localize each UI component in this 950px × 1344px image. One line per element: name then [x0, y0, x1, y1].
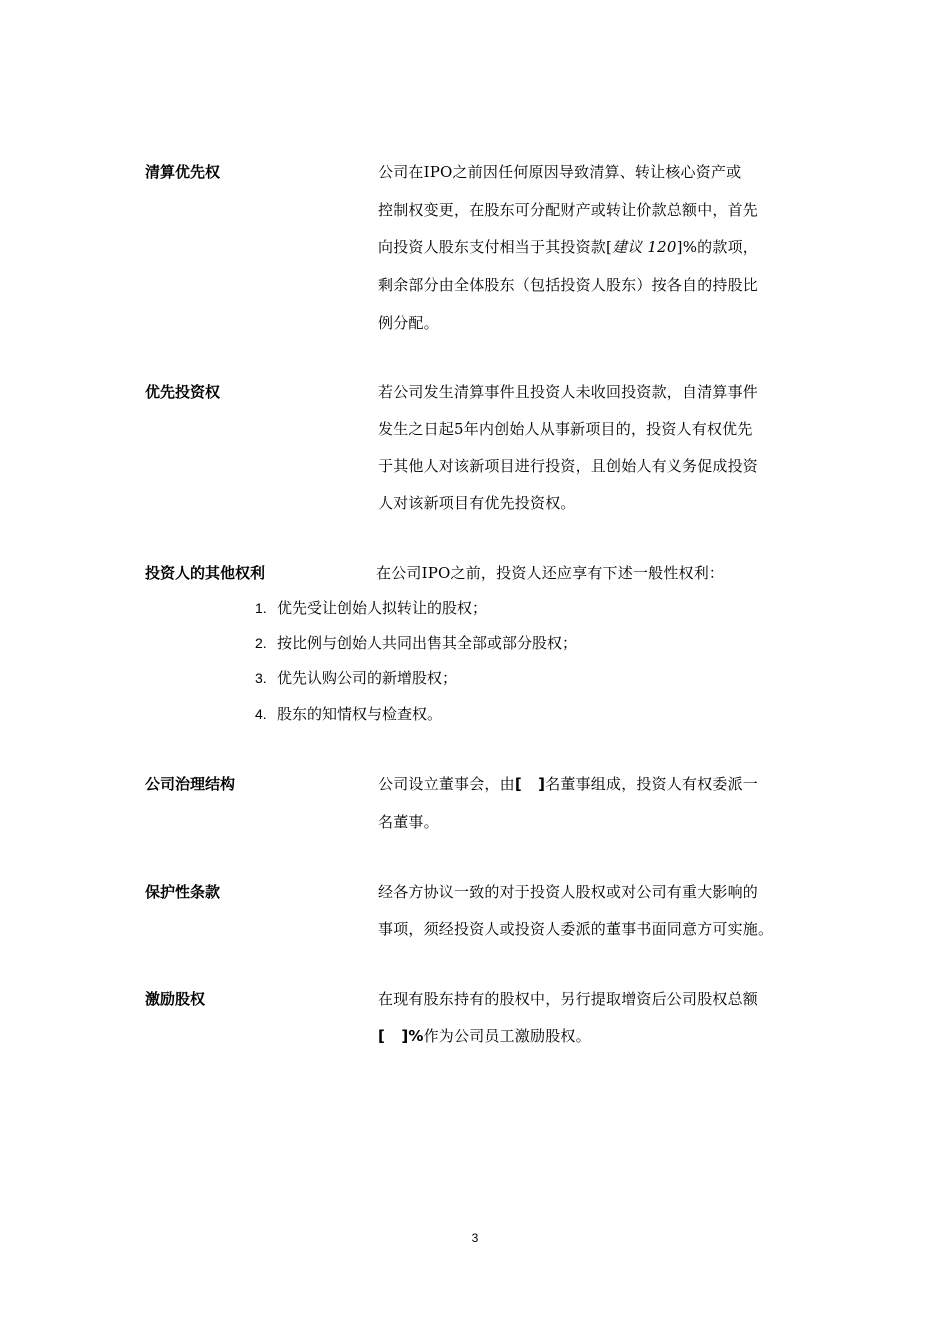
term-preemptive-investment: 优先投资权 — [145, 383, 221, 401]
protective-text-line-2: 事项，须经投资人或投资人委派的董事书面同意方可实施。 — [378, 920, 774, 938]
term-protective-provisions: 保护性条款 — [145, 883, 221, 901]
preemptive-text-line-3: 于其他人对该新项目进行投资，且创始人有义务促成投资 — [378, 457, 759, 475]
list-item: 优先受让创始人拟转让的股权； — [277, 599, 488, 617]
preemptive-text-line-2: 发生之日起5年内创始人从事新项目的，投资人有权优先 — [378, 420, 753, 438]
term-corporate-governance: 公司治理结构 — [145, 775, 236, 793]
liquidation-suggested-percentage: 建议 120 — [612, 238, 677, 256]
liquidation-text-line-1: 公司在IPO之前因任何原因导致清算、转让核心资产或 — [378, 163, 742, 181]
governance-text-line-1 — [378, 774, 758, 794]
liquidation-text-line-2: 控制权变更，在股东可分配财产或转让价款总额中，首先 — [378, 201, 759, 219]
preemptive-text-line-4: 人对该新项目有优先投资权。 — [378, 494, 576, 512]
page-number: 3 — [471, 1231, 479, 1245]
incentive-percentage-blank: [ ]% — [378, 1027, 424, 1045]
governance-line1-after: 名董事组成，投资人有权委派一 — [545, 775, 759, 793]
board-seats-blank: [ ] — [514, 775, 546, 793]
liquidation-line3-after: ]%的款项， — [676, 238, 758, 256]
protective-text-line-1: 经各方协议一致的对于投资人股权或对公司有重大影响的 — [378, 883, 759, 901]
list-item: 按比例与创始人共同出售其全部或部分股权； — [277, 634, 578, 652]
list-item-number: 2. — [255, 635, 267, 651]
term-liquidation-preference: 清算优先权 — [145, 163, 221, 181]
term-investor-other-rights: 投资人的其他权利 — [145, 564, 266, 582]
list-item: 优先认购公司的新增股权； — [277, 669, 458, 687]
preemptive-text-line-1: 若公司发生清算事件且投资人未收回投资款，自清算事件 — [378, 383, 759, 401]
incentive-text-line-2 — [378, 1026, 591, 1046]
term-incentive-equity: 激励股权 — [145, 990, 206, 1008]
governance-line1-before: 公司设立董事会，由 — [378, 775, 515, 793]
list-item-number: 4. — [255, 706, 267, 722]
list-item-number: 1. — [255, 600, 267, 616]
liquidation-text-line-3 — [378, 237, 758, 257]
other-rights-intro: 在公司IPO之前，投资人还应享有下述一般性权利： — [376, 564, 725, 582]
liquidation-text-line-5: 例分配。 — [378, 314, 439, 332]
list-item: 股东的知情权与检查权。 — [277, 705, 443, 723]
governance-text-line-2: 名董事。 — [378, 813, 439, 831]
list-item-number: 3. — [255, 670, 267, 686]
incentive-line2-after: 作为公司员工激励股权。 — [423, 1027, 591, 1045]
incentive-text-line-1: 在现有股东持有的股权中，另行提取增资后公司股权总额 — [378, 990, 759, 1008]
liquidation-line3-before: 向投资人股东支付相当于其投资款[ — [378, 238, 613, 256]
liquidation-text-line-4: 剩余部分由全体股东（包括投资人股东）按各自的持股比 — [378, 276, 759, 294]
